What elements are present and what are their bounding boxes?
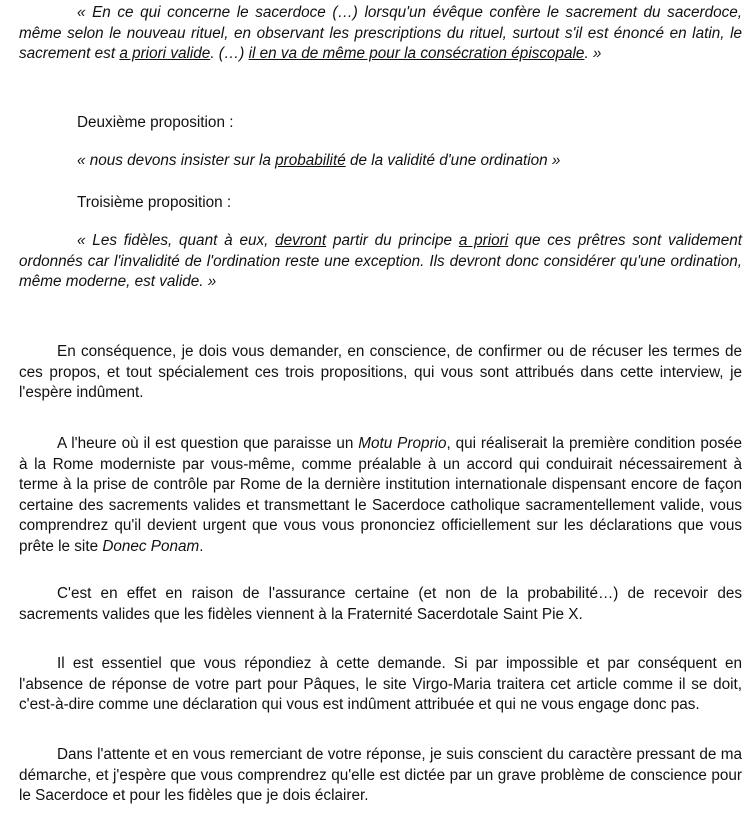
paragraph-closing: Dans l'attente et en vous remerciant de votre réponse, je suis conscient du caractère pressant de ma démarche, et j'espère que vous comprendrez qu'elle est dictée par un grave problème de conscience pour le Sacerdoce et pour les fidèles que je dois éclairer. [19,746,742,804]
quote-second-proposition [77,151,742,172]
quote1-text-a: « En ce qui concerne le sacerdoce (…) lorsqu'un évêque confère le sacrement du sacerdoce, même selon le nouveau rituel, en observant les prescriptions du rituel, surtout s'il est énoncé en latin, le sacrement est [19,4,742,62]
quote3-underline-a-priori: a priori [458,232,509,249]
quote-third-proposition [19,231,742,293]
quote3-text-a: « Les fidèles, quant à eux, [77,232,276,249]
quote1-text-b: . (…) [210,45,249,62]
para2-text-a: A l'heure où il est question que paraisse un [57,435,359,452]
quote2-underline-probabilite: probabilité [275,152,346,169]
quote2-text-a: « nous devons insister sur la [77,152,276,169]
quote1-underline-a-priori-valide: a priori valide [119,45,211,62]
third-proposition-label: Troisième proposition : [77,194,232,211]
paragraph-essential-response: Il est essentiel que vous répondiez à cette demande. Si par impossible et par conséquent en l'absence de réponse de votre part pour Pâques, le site Virgo-Maria traitera cet article comme il se doit, c'est-à-dire comme une déclaration qui vous est indûment attribuée et qui ne vous engage donc pas. [19,655,742,713]
para2-italic-motu-proprio: Motu Proprio [358,435,447,452]
quote1-underline-episcopal: il en va de même pour la consécration épiscopale [248,45,585,62]
para2-text-b: , qui réaliserait la première condition posée à la Rome moderniste par vous-même, comme préalable à un accord qui conduirait nécessairement à terme à la prise de contrôle par Rome de la dernière institution internationale dispensant encore de façon certaine des sacrements valides et transmettant le Sacerdoce catholique sacramentellement valide, vous comprendrez qu'il devient urgent que vous vous prononciez officiellement sur les déclarations que vous prête le site [19,435,742,555]
quote1-text-c: . » [584,45,602,62]
paragraph-motu-proprio [19,434,742,557]
quote3-text-b: partir du principe [326,232,459,249]
second-proposition-label: Deuxième proposition : [77,114,234,131]
quote3-text-c: que ces prêtres sont validement ordonnés car l'invalidité de l'ordination reste une exception. Ils devront donc considérer qu'une ordination, même moderne, est valide. » [19,232,742,290]
quote2-text-b: de la validité d'une ordination » [345,152,561,169]
paragraph-request-confirmation: En conséquence, je dois vous demander, en conscience, de confirmer ou de récuser les termes de ces propos, et tout spécialement ces trois propositions, qui vous sont attribués dans cette interview, je l'espère indûment. [19,343,742,401]
quote-first-proposition [19,3,742,65]
paragraph-assurance-certaine: C'est en effet en raison de l'assurance certaine (et non de la probabilité…) de recevoir des sacrements valides que les fidèles viennent à la Fraternité Sacerdotale Saint Pie X. [19,585,742,623]
para2-italic-donec-ponam: Donec Ponam [102,537,200,555]
quote3-underline-devront: devront [275,232,327,249]
para2-text-c: . [199,537,204,555]
